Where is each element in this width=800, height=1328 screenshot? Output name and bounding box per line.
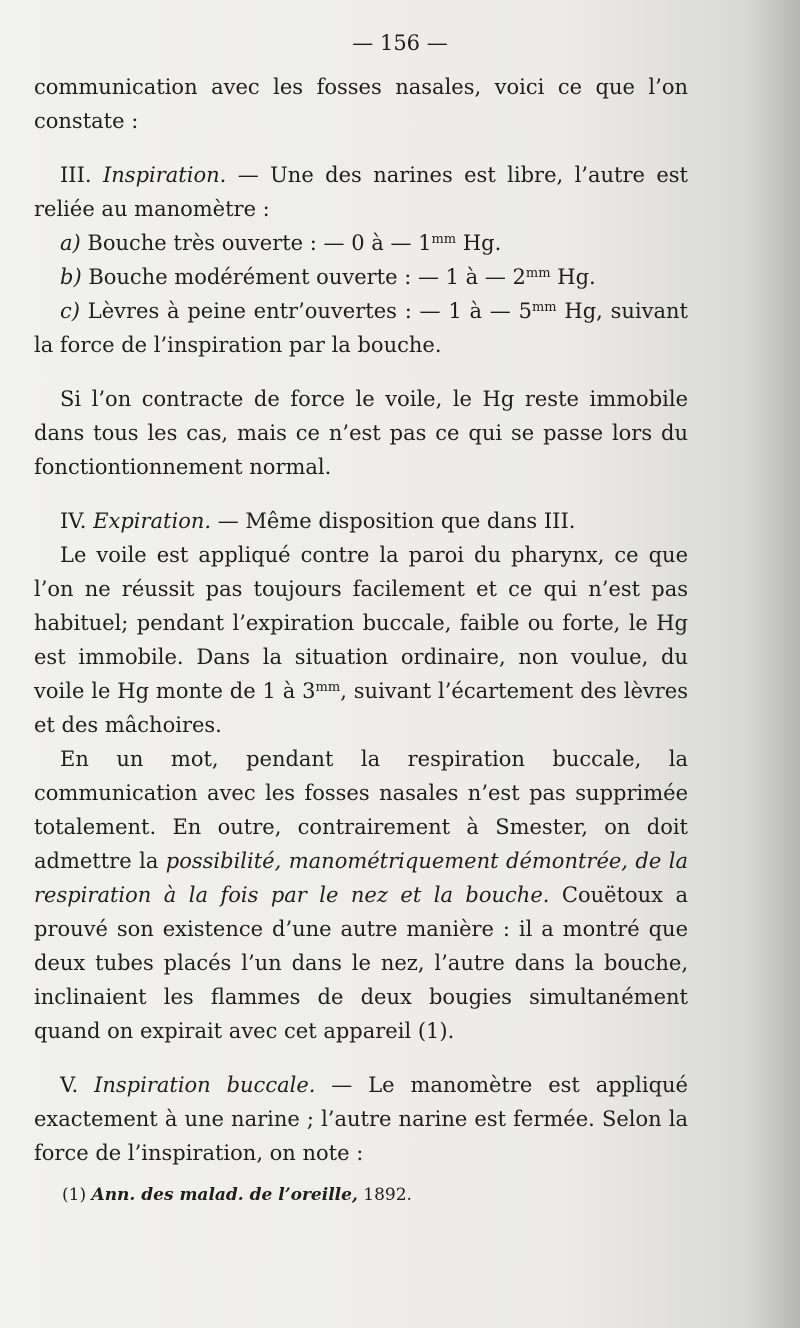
list-item-b <box>34 260 688 294</box>
paragraph-continuation: communication avec les fosses nasales, voici ce que l’on constate : <box>34 75 688 133</box>
page-number: — 156 — <box>352 31 448 55</box>
section-iv-text: — Même disposition que dans III. <box>211 509 576 533</box>
item-c-suffix: Hg, suivant la force de l’inspiration par la bouche. <box>34 299 688 357</box>
mot-text-1: En un mot, pendant la respiration buccale, la communication avec les fosses nasales n’est pas supprimée totalement. En outre, contrairement à Smester, on doit admettre la <box>34 747 688 873</box>
item-a-text: Bouche très ouverte : — 0 à — 1 <box>80 231 432 255</box>
section-v-label: V. <box>60 1073 79 1097</box>
section-iv-title: Expiration. <box>93 509 212 533</box>
footnote-year: 1892. <box>363 1185 412 1205</box>
item-a-marker: a) <box>60 231 81 255</box>
footnote-source: Ann. des malad. de l’oreille, <box>91 1185 358 1205</box>
footnote-marker: (1) <box>62 1185 87 1205</box>
list-item-c <box>34 294 688 362</box>
footnote <box>62 1182 412 1208</box>
section-v-heading <box>34 1068 688 1170</box>
section-iii-text: — Une des narines est libre, l’autre est reliée au manomètre : <box>34 163 688 221</box>
voile-suffix: , suivant l’écartement des lèvres et des mâchoires. <box>34 679 689 737</box>
item-b-text: Bouche modérément ouverte : — 1 à — 2 <box>81 265 526 289</box>
voile-text: Le voile est appliqué contre la paroi du pharynx, ce que l’on ne réussit pas toujours facilement et ce qui n’est pas habituel; pendant l’expiration buccale, faible ou forte, le Hg est immobile. Dans la situation ordinaire, non voulue, du voile le Hg monte de 1 à 3 <box>34 543 688 703</box>
list-item-a <box>34 226 688 260</box>
mot-italic: possibilité, manométriquement démontrée, de la respiration à la fois par le nez et la bouche. <box>34 849 688 907</box>
item-b-marker: b) <box>60 265 82 289</box>
voile-unit: mm <box>315 680 341 695</box>
item-c-unit: mm <box>531 300 557 315</box>
item-a-suffix: Hg. <box>456 231 502 255</box>
paragraph-contract: Si l’on contracte de force le voile, le Hg reste immobile dans tous les cas, mais ce n’est pas ce qui se passe lors du fonctiontionnement normal. <box>34 387 688 479</box>
section-iii-label: III. <box>60 163 92 187</box>
section-iii-heading <box>34 158 688 226</box>
item-b-unit: mm <box>525 266 551 281</box>
paragraph-en-un-mot <box>34 742 688 1048</box>
section-iv-heading <box>34 504 688 538</box>
section-iv-label: IV. <box>60 509 87 533</box>
section-iii-title: Inspiration. <box>102 163 227 187</box>
item-c-marker: c) <box>60 299 80 323</box>
body-text <box>34 70 688 1170</box>
item-a-unit: mm <box>431 232 457 247</box>
mot-text-2: Couëtoux a prouvé son existence d’une autre manière : il a montré que deux tubes placés l’un dans le nez, l’autre dans la bouche, inclinaient les flammes de deux bougies simultanément quand on expirait avec cet appareil (1). <box>34 883 689 1043</box>
item-b-suffix: Hg. <box>550 265 596 289</box>
paragraph-voile <box>34 538 688 742</box>
section-v-text: — Le manomètre est appliqué exactement à une narine ; l’autre narine est fermée. Selon la force de l’inspiration, on note : <box>34 1073 688 1165</box>
section-v-title: Inspiration buccale. <box>94 1073 316 1097</box>
item-c-text: Lèvres à peine entr’ouvertes : — 1 à — 5 <box>79 299 532 323</box>
